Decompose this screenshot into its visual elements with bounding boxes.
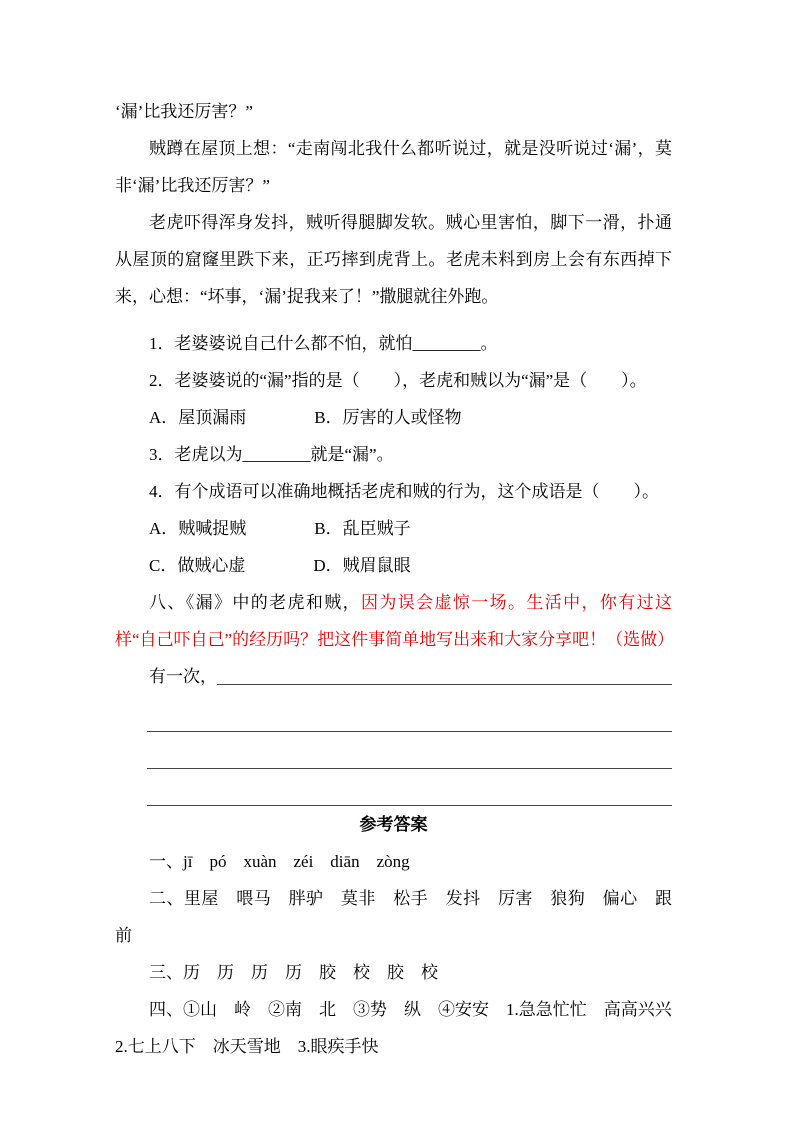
question-4-options-ab: A．贼喊捉贼 B．乱臣贼子 [149,519,411,538]
document-content [115,93,675,1065]
answer-blank-line [147,732,672,769]
answer-key-title: 参考答案 [359,815,428,834]
story-thief-paragraph: 贼蹲在屋顶上想：“走南闯北我什么都听说过，就是没听说过‘漏’，莫非‘漏’比我还厉害？” [115,139,672,195]
question-2: 2．老婆婆说的“漏”指的是（ ），老虎和贼以为“漏”是（ ）。 [149,371,647,390]
writing-lead-line [115,658,672,695]
question-3: 3．老虎以为________就是“漏”。 [149,445,394,464]
section-eight-prompt [115,584,675,658]
story-tiger-paragraph: 老虎吓得浑身发抖，贼听得腿脚发软。贼心里害怕，脚下一滑，扑通从屋顶的窟窿里跌下来，正巧摔到虎背上。老虎未料到房上会有东西掉下来，心想：“坏事，‘漏’捉我来了！”撒腿就往外跑。 [115,213,672,306]
answer-blank-line [217,658,672,685]
answer-blank-line [147,695,672,732]
question-2-options: A．屋顶漏雨 B．厉害的人或怪物 [149,408,462,427]
question-4-options-cd: C．做贼心虚 D．贼眉鼠眼 [149,556,411,575]
answer-line-characters: 三、历 历 历 历 胶 校 胶 校 [149,963,438,982]
answer-blank-line [147,769,672,806]
section-eight-prefix: 八、《漏》中的老虎和贼， [149,593,361,612]
answer-line-pinyin: 一、jī pó xuàn zéi diān zòng [149,852,410,871]
story-carryover-line: ‘漏’比我还厉害？” [115,102,253,121]
answer-line-words: 二、里屋 喂马 胖驴 莫非 松手 发抖 厉害 狼狗 偏心 跟前 [115,889,672,945]
answer-line-four-continued: 2.七上八下 冰天雪地 3.眼疾手快 [115,1037,379,1056]
section-eight-red-text: 因为误会虚惊一场。生活中，你有过这样“自己吓自己”的经历吗？把这件事简单地写出来和大家分享吧！（选做） [115,593,675,649]
question-1: 1．老婆婆说自己什么都不怕，就怕________。 [149,334,498,353]
writing-lead-text: 有一次， [149,667,217,686]
answer-line-four: 四、①山 岭 ②南 北 ③势 纵 ④安安 1.急急忙忙 高高兴兴 [149,1000,672,1019]
question-4: 4．有个成语可以准确地概括老虎和贼的行为，这个成语是（ ）。 [149,482,659,501]
